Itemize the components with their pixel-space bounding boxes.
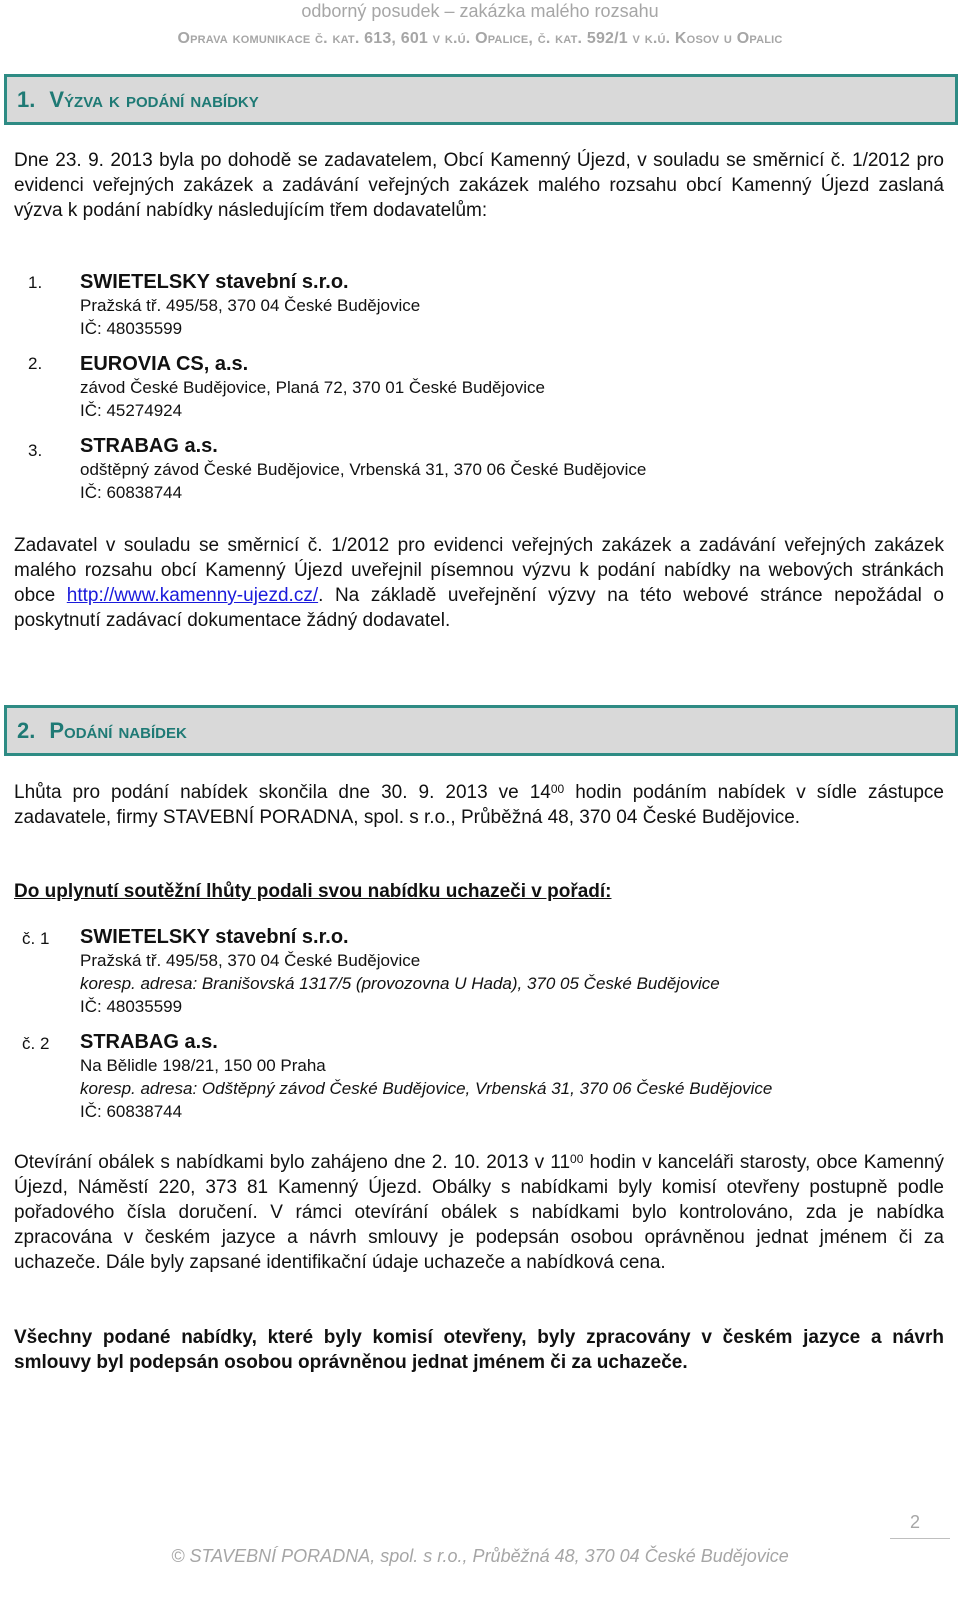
supplier-number: 3. bbox=[28, 441, 43, 460]
offers-heading: Do uplynutí soutěžní lhůty podali svou nabídku uchazeči v pořadí: bbox=[14, 881, 612, 902]
supplier-ic: IČ: 45274924 bbox=[80, 401, 183, 420]
publication-text: Zadavatel v souladu se směrnicí č. 1/2012 pro evidenci veřejných zakázek a zadávání veřejných zakázek malého rozsahu obcí Kamenný Újezd uveřejnil písemnou výzvu k podání nabídky na webových stránkách obce bbox=[14, 535, 944, 606]
opening-paragraph bbox=[14, 1150, 944, 1275]
offer-address: Pražská tř. 495/58, 370 04 České Budějovice bbox=[80, 951, 421, 970]
municipality-website-link[interactable]: http://www.kamenny-ujezd.cz/ bbox=[66, 585, 319, 606]
supplier-address: odštěpný závod České Budějovice, Vrbenská 31, 370 06 České Budějovice bbox=[80, 460, 647, 479]
intro-paragraph: Dne 23. 9. 2013 byla po dohodě se zadavatelem, Obcí Kamenný Újezd, v souladu se směrnicí č. 1/2012 pro evidenci veřejných zakázek a zadávání veřejných zakázek malého rozsahu obcí Kamenný Újezd zaslaná výzva k podání nabídky následujícím třem dodavatelům: bbox=[14, 150, 944, 221]
offer-company-name: SWIETELSKY stavební s.r.o. bbox=[80, 926, 349, 948]
section-title: Výzva k podání nabídky bbox=[49, 86, 259, 112]
supplier-number: 1. bbox=[28, 273, 43, 292]
page-number: 2 bbox=[909, 1512, 920, 1532]
document-subtitle: odborný posudek – zakázka malého rozsahu bbox=[301, 1, 659, 21]
section-number: 1. bbox=[17, 86, 36, 112]
opening-text-continued: hodin v kanceláři starosty, obce Kamenný Újezd, Náměstí 220, 373 81 Kamenný Újezd. Obálky s nabídkami byly komisí otevřeny postupně podle pořadového čísla doručení. V rámci otevírání obálek s nabídkami bylo kontrolováno, zda je nabídka zpracována v českém jazyce a návrh smlouvy je podepsán osobou oprávněnou jednat jménem či za uchazeče. Dále byly zapsané identifikační údaje uchazeče a nabídková cena. bbox=[14, 1152, 944, 1273]
supplier-name: STRABAG a.s. bbox=[80, 435, 218, 457]
section-title: Podání nabídek bbox=[49, 717, 187, 743]
section-heading-2 bbox=[4, 705, 958, 756]
deadline-minutes: 00 bbox=[550, 782, 565, 796]
offer-number: č. 1 bbox=[22, 929, 50, 948]
offer-number: č. 2 bbox=[22, 1034, 50, 1053]
deadline-paragraph bbox=[14, 780, 944, 830]
offer-ic: IČ: 48035599 bbox=[80, 997, 183, 1016]
offer-address: Na Bělidle 198/21, 150 00 Praha bbox=[80, 1056, 326, 1075]
offer-correspondence-address: koresp. adresa: Odštěpný závod České Budějovice, Vrbenská 31, 370 06 České Budějovice bbox=[80, 1079, 773, 1098]
supplier-address: Pražská tř. 495/58, 370 04 České Budějovice bbox=[80, 296, 421, 315]
document-title: Oprava komunikace č. kat. 613, 601 v k.ú. Opalice, č. kat. 592/1 v k.ú. Kosov u Opalic bbox=[177, 30, 783, 47]
supplier-ic: IČ: 48035599 bbox=[80, 319, 183, 338]
footer-divider bbox=[890, 1538, 950, 1539]
offer-correspondence-address: koresp. adresa: Branišovská 1317/5 (provozovna U Hada), 370 05 České Budějovice bbox=[80, 974, 720, 993]
supplier-name: EUROVIA CS, a.s. bbox=[80, 353, 249, 375]
section-number: 2. bbox=[17, 717, 36, 743]
footer-copyright: © STAVEBNÍ PORADNA, spol. s r.o., Průběžná 48, 370 04 České Budějovice bbox=[171, 1546, 789, 1566]
supplier-address: závod České Budějovice, Planá 72, 370 01 České Budějovice bbox=[80, 378, 545, 397]
supplier-number: 2. bbox=[28, 354, 43, 373]
offer-company-name: STRABAG a.s. bbox=[80, 1031, 218, 1053]
section-heading-1 bbox=[4, 74, 958, 125]
offer-ic: IČ: 60838744 bbox=[80, 1102, 183, 1121]
supplier-ic: IČ: 60838744 bbox=[80, 483, 183, 502]
publication-text-continued: . Na základě uveřejnění výzvy na této webové stránce nepožádal o poskytnutí zadávací dokumentace žádný dodavatel. bbox=[14, 585, 944, 631]
deadline-text-continued: hodin podáním nabídek v sídle zástupce zadavatele, firmy STAVEBNÍ PORADNA, spol. s r.o., Průběžná 48, 370 04 České Budějovice. bbox=[14, 782, 944, 828]
opening-minutes: 00 bbox=[570, 1152, 584, 1166]
bold-statement: Všechny podané nabídky, které byly komisí otevřeny, byly zpracovány v českém jazyce a návrh smlouvy byl podepsán osobou oprávněnou jednat jménem či za uchazeče. bbox=[14, 1327, 944, 1373]
supplier-name: SWIETELSKY stavební s.r.o. bbox=[80, 271, 349, 293]
opening-text: Otevírání obálek s nabídkami bylo zahájeno dne 2. 10. 2013 v 11 bbox=[14, 1152, 571, 1173]
deadline-text: Lhůta pro podání nabídek skončila dne 30. 9. 2013 ve 14 bbox=[14, 782, 551, 803]
publication-paragraph bbox=[14, 533, 944, 633]
